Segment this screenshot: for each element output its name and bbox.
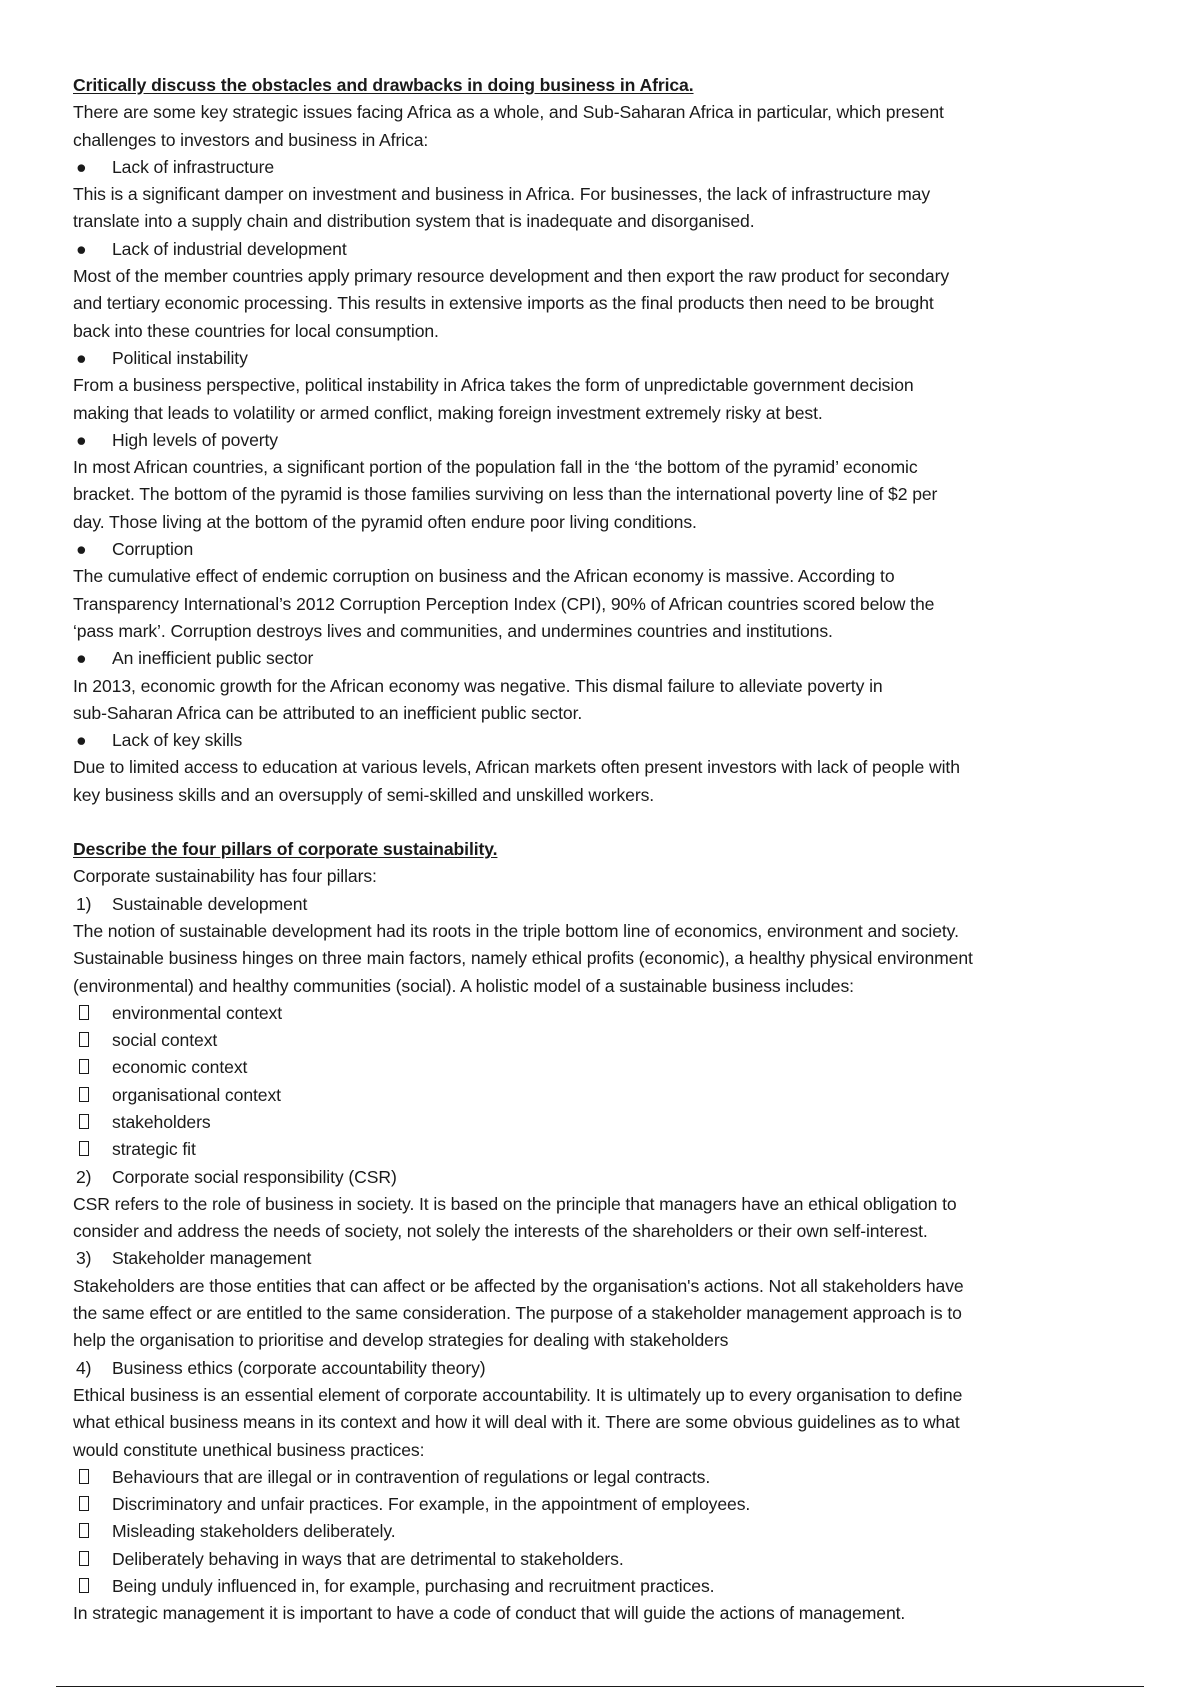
box-bullet-icon — [79, 1551, 89, 1566]
section-gap — [73, 809, 1143, 836]
box-bullet-icon — [79, 1578, 89, 1593]
list-item — [73, 1136, 1143, 1163]
paragraph-line: help the organisation to prioritise and develop strategies for dealing with stakeholders — [73, 1330, 729, 1351]
list-item — [73, 1054, 1143, 1081]
paragraph-line: In most African countries, a significant portion of the population fall in the ‘the bottom of the pyramid’ economic — [73, 457, 918, 478]
bullet-marker: ● — [76, 238, 87, 259]
paragraph-line: consider and address the needs of society, not solely the interests of the shareholders or their own self-interest. — [73, 1221, 928, 1242]
bullet-item — [73, 727, 1143, 754]
bullet-title: Lack of key skills — [112, 730, 243, 751]
paragraph-line: In strategic management it is important to have a code of conduct that will guide the actions of management. — [73, 1603, 906, 1624]
paragraph-line: (environmental) and healthy communities (social). A holistic model of a sustainable business includes: — [73, 975, 854, 996]
paragraph-line: what ethical business means in its context and how it will deal with it. There are some obvious guidelines as to what — [73, 1412, 960, 1433]
paragraph-line: making that leads to volatility or armed conflict, making foreign investment extremely risky at best. — [73, 402, 823, 423]
paragraph-line: day. Those living at the bottom of the pyramid often endure poor living conditions. — [73, 511, 697, 532]
paragraph-line: In 2013, economic growth for the African economy was negative. This dismal failure to alleviate poverty in — [73, 675, 883, 696]
list-item-text: Being unduly influenced in, for example, purchasing and recruitment practices. — [112, 1576, 715, 1597]
list-item-text: Deliberately behaving in ways that are detrimental to stakeholders. — [112, 1548, 624, 1569]
paragraph-line: Stakeholders are those entities that can affect or be affected by the organisation's actions. Not all stakeholders have — [73, 1275, 964, 1296]
paragraph-line: the same effect or are entitled to the same consideration. The purpose of a stakeholder management approach is to — [73, 1303, 962, 1324]
list-item-text: environmental context — [112, 1002, 283, 1023]
numbered-item — [73, 1245, 1143, 1272]
list-item-text: social context — [112, 1030, 218, 1051]
bullet-title: Lack of infrastructure — [112, 156, 275, 177]
paragraph-line: would constitute unethical business practices: — [73, 1439, 425, 1460]
list-item-text: stakeholders — [112, 1111, 211, 1132]
bullet-marker: ● — [76, 730, 87, 751]
box-bullet-icon — [79, 1469, 89, 1484]
list-item-text: Behaviours that are illegal or in contravention of regulations or legal contracts. — [112, 1466, 711, 1487]
box-bullet-icon — [79, 1523, 89, 1538]
item-number: 3) — [76, 1248, 92, 1269]
bullet-item — [73, 236, 1143, 263]
pillar-title: Sustainable development — [112, 893, 308, 914]
list-item — [73, 1000, 1143, 1027]
list-item-text: organisational context — [112, 1084, 281, 1105]
list-item-text: strategic fit — [112, 1139, 196, 1160]
box-bullet-icon — [79, 1114, 89, 1129]
bullet-title: High levels of poverty — [112, 429, 278, 450]
bullet-item — [73, 345, 1143, 372]
paragraph-line: The cumulative effect of endemic corruption on business and the African economy is massive. According to — [73, 566, 895, 587]
list-item — [73, 1109, 1143, 1136]
numbered-item — [73, 891, 1143, 918]
paragraph-line: Transparency International’s 2012 Corruption Perception Index (CPI), 90% of African countries scored below the — [73, 593, 935, 614]
paragraph-line: ‘pass mark’. Corruption destroys lives and communities, and undermines countries and institutions. — [73, 620, 833, 641]
box-bullet-icon — [79, 1087, 89, 1102]
list-item — [73, 1464, 1143, 1491]
bullet-marker: ● — [76, 156, 87, 177]
list-item — [73, 1027, 1143, 1054]
paragraph-line: back into these countries for local consumption. — [73, 320, 439, 341]
box-bullet-icon — [79, 1141, 89, 1156]
item-number: 1) — [76, 893, 92, 914]
item-number: 2) — [76, 1166, 92, 1187]
list-item — [73, 1491, 1143, 1518]
bullet-item — [73, 536, 1143, 563]
bullet-marker: ● — [76, 539, 87, 560]
list-item — [73, 1546, 1143, 1573]
list-item-text: Discriminatory and unfair practices. For example, in the appointment of employees. — [112, 1494, 751, 1515]
bullet-item — [73, 154, 1143, 181]
list-item — [73, 1573, 1143, 1600]
paragraph-line: CSR refers to the role of business in society. It is based on the principle that managers have an ethical obligation to — [73, 1193, 957, 1214]
sustainability-heading: Describe the four pillars of corporate sustainability. — [73, 839, 498, 860]
africa-intro-line: challenges to investors and business in Africa: — [73, 129, 429, 150]
bullet-item — [73, 645, 1143, 672]
bullet-item — [73, 427, 1143, 454]
paragraph-line: sub-Saharan Africa can be attributed to an inefficient public sector. — [73, 702, 583, 723]
box-bullet-icon — [79, 1005, 89, 1020]
list-item-text: economic context — [112, 1057, 248, 1078]
bullet-title: Political instability — [112, 347, 248, 368]
numbered-item — [73, 1355, 1143, 1382]
paragraph-line: Sustainable business hinges on three main factors, namely ethical profits (economic), a healthy physical environment — [73, 948, 973, 969]
box-bullet-icon — [79, 1496, 89, 1511]
pillar-title: Business ethics (corporate accountability theory) — [112, 1357, 486, 1378]
bullet-title: An inefficient public sector — [112, 648, 314, 669]
document-body — [73, 72, 1143, 1628]
africa-intro-line: There are some key strategic issues facing Africa as a whole, and Sub-Saharan Africa in particular, which present — [73, 102, 944, 123]
paragraph-line: translate into a supply chain and distribution system that is inadequate and disorganised. — [73, 211, 755, 232]
paragraph-line: bracket. The bottom of the pyramid is those families surviving on less than the international poverty line of $2 per — [73, 484, 938, 505]
bullet-marker: ● — [76, 347, 87, 368]
paragraph-line: This is a significant damper on investment and business in Africa. For businesses, the lack of infrastructure may — [73, 184, 931, 205]
pillar-title: Stakeholder management — [112, 1248, 312, 1269]
item-number: 4) — [76, 1357, 92, 1378]
box-bullet-icon — [79, 1059, 89, 1074]
list-item — [73, 1518, 1143, 1545]
box-bullet-icon — [79, 1032, 89, 1047]
paragraph-line: Ethical business is an essential element of corporate accountability. It is ultimately up to every organisation to define — [73, 1384, 963, 1405]
paragraph-line: The notion of sustainable development had its roots in the triple bottom line of economics, environment and society. — [73, 920, 959, 941]
bullet-title: Lack of industrial development — [112, 238, 347, 259]
footer-rule — [56, 1686, 1144, 1687]
bullet-title: Corruption — [112, 539, 194, 560]
paragraph-line: Most of the member countries apply primary resource development and then export the raw product for secondary — [73, 266, 950, 287]
paragraph-line: and tertiary economic processing. This results in extensive imports as the final products then need to be brought — [73, 293, 934, 314]
paragraph-line: key business skills and an oversupply of semi-skilled and unskilled workers. — [73, 784, 655, 805]
list-item-text: Misleading stakeholders deliberately. — [112, 1521, 396, 1542]
list-item — [73, 1082, 1143, 1109]
sustainability-intro: Corporate sustainability has four pillars: — [73, 866, 377, 887]
numbered-item — [73, 1164, 1143, 1191]
bullet-marker: ● — [76, 429, 87, 450]
africa-heading: Critically discuss the obstacles and drawbacks in doing business in Africa. — [73, 75, 694, 95]
paragraph-line: Due to limited access to education at various levels, African markets often present investors with lack of people with — [73, 757, 960, 778]
bullet-marker: ● — [76, 648, 87, 669]
paragraph-line: From a business perspective, political instability in Africa takes the form of unpredictable government decision — [73, 375, 914, 396]
pillar-title: Corporate social responsibility (CSR) — [112, 1166, 397, 1187]
